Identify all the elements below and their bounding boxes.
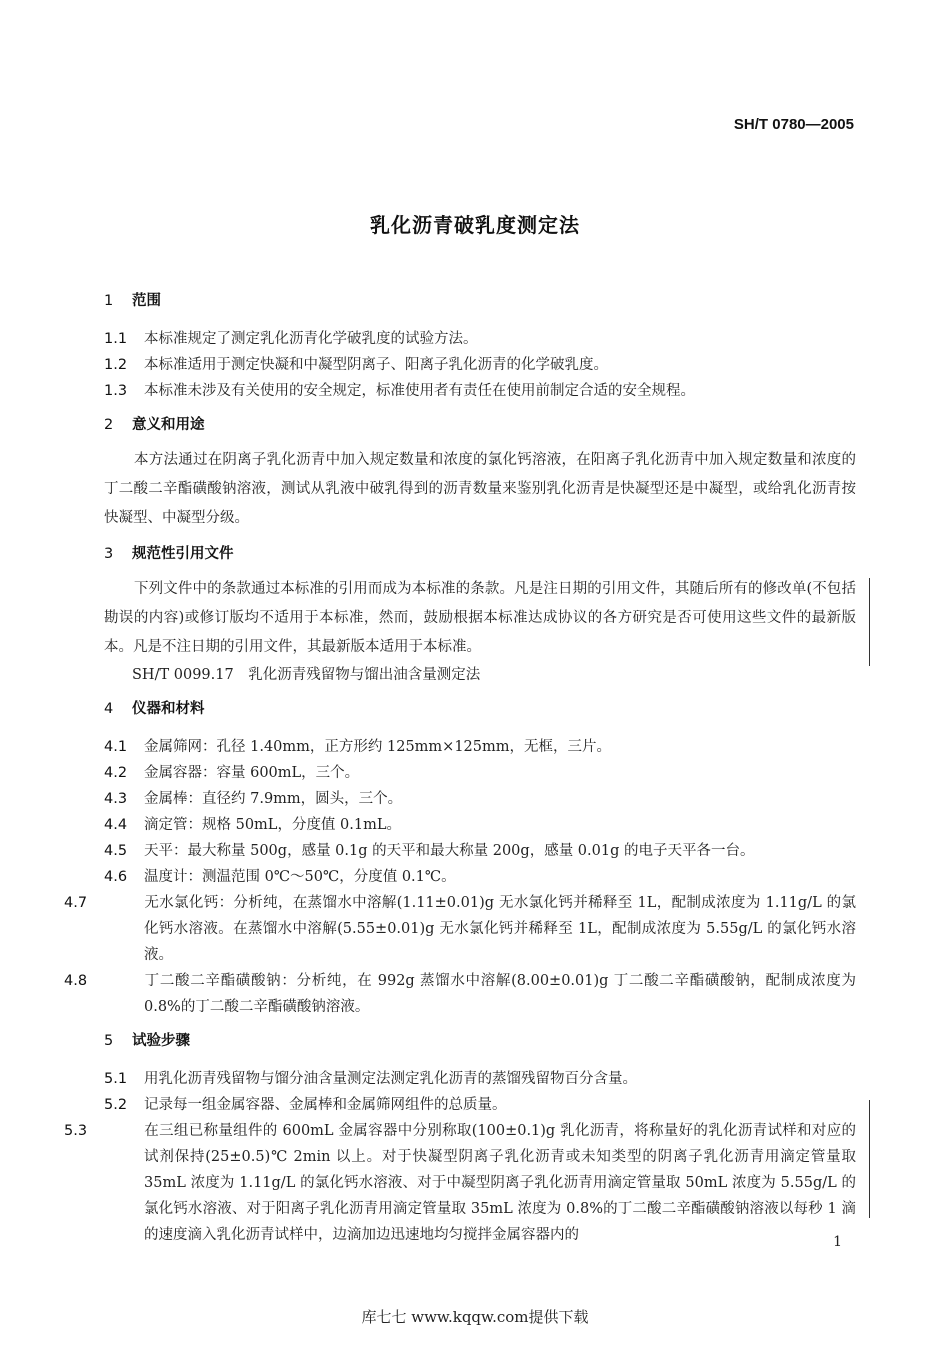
clause: 4.4 滴定管：规格 50mL，分度值 0.1mL。 [104, 817, 401, 833]
section-heading: 1 范围 [104, 293, 161, 309]
page-number: 1 [833, 1234, 842, 1250]
clause: 1.1 本标准规定了测定乳化沥青化学破乳度的试验方法。 [104, 331, 478, 347]
download-footer: 库七七 www.kqqw.com提供下载 [361, 1308, 589, 1326]
paragraph: 下列文件中的条款通过本标准的引用而成为本标准的条款。凡是注日期的引用文件，其随后所有的修改单(不包括勘误的内容)或修订版均不适用于本标准，然而，鼓励根据本标准达成协议的各方研究是否可使用这些文件的最新版本。凡是不注日期的引用文件，其最新版本适用于本标准。 [104, 581, 856, 655]
clause: 4.3 金属棒：直径约 7.9mm，圆头，三个。 [104, 791, 403, 807]
clause: 4.2 金属容器：容量 600mL，三个。 [104, 765, 360, 781]
clause: 4.7 无水氯化钙：分析纯，在蒸馏水中溶解(1.11±0.01)g 无水氯化钙并稀释至 1L，配制成浓度为 1.11g/L 的氯化钙水溶液。在蒸馏水中溶解(5.55±0.01)g 无水氯化钙并稀释至 1L，配制成浓度为 5.55g/L 的氯化钙水溶液。 [64, 895, 856, 963]
normative-reference: SH/T 0099.17 乳化沥青残留物与馏出油含量测定法 [132, 667, 481, 683]
clause: 1.2 本标准适用于测定快凝和中凝型阴离子、阳离子乳化沥青的化学破乳度。 [104, 357, 608, 373]
revision-bar [869, 1100, 870, 1218]
clause: 4.6 温度计：测温范围 0℃～50℃，分度值 0.1℃。 [104, 869, 456, 885]
clause: 4.1 金属筛网：孔径 1.40mm，正方形约 125mm×125mm，无框，三片。 [104, 739, 612, 755]
standard-code: SH/T 0780—2005 [733, 116, 854, 133]
document-body [64, 290, 856, 1248]
clause: 5.1 用乳化沥青残留物与馏分油含量测定法测定乳化沥青的蒸馏残留物百分含量。 [104, 1071, 637, 1087]
clause: 4.8 丁二酸二辛酯磺酸钠：分析纯，在 992g 蒸馏水中溶解(8.00±0.01)g 丁二酸二辛酯磺酸钠，配制成浓度为 0.8%的丁二酸二辛酯磺酸钠溶液。 [64, 973, 856, 1015]
section-heading: 4 仪器和材料 [104, 701, 205, 717]
clause: 5.2 记录每一组金属容器、金属棒和金属筛网组件的总质量。 [104, 1097, 507, 1113]
section-heading: 2 意义和用途 [104, 417, 205, 433]
clause: 5.3 在三组已称量组件的 600mL 金属容器中分别称取(100±0.1)g 乳化沥青，将称量好的乳化沥青试样和对应的试剂保持(25±0.5)℃ 2min 以上。对于快凝型阴离子乳化沥青或未知类型的阴离子乳化沥青用滴定管量取 35mL 浓度为 1.11g/L 的氯化钙水溶液、对于中凝型阴离子乳化沥青用滴定管量取 50mL 浓度为 5.55g/L 的氯化钙水溶液、对于阳离子乳化沥青用滴定管量取 35mL 浓度为 0.8%的丁二酸二辛酯磺酸钠溶液以每秒 1 滴的速度滴入乳化沥青试样中，边滴加边迅速地均匀搅拌金属容器内的 [64, 1123, 856, 1243]
section-heading: 3 规范性引用文件 [104, 546, 234, 562]
clause: 1.3 本标准未涉及有关使用的安全规定，标准使用者有责任在使用前制定合适的安全规程。 [104, 383, 695, 399]
paragraph: 本方法通过在阴离子乳化沥青中加入规定数量和浓度的氯化钙溶液，在阳离子乳化沥青中加入规定数量和浓度的丁二酸二辛酯磺酸钠溶液，测试从乳液中破乳得到的沥青数量来鉴别乳化沥青是快凝型还是中凝型，或给乳化沥青按快凝型、中凝型分级。 [104, 452, 856, 526]
section-heading: 5 试验步骤 [104, 1033, 190, 1049]
document-title: 乳化沥青破乳度测定法 [370, 213, 580, 237]
revision-bar [869, 578, 870, 666]
clause: 4.5 天平：最大称量 500g，感量 0.1g 的天平和最大称量 200g，感量 0.01g 的电子天平各一台。 [104, 843, 755, 859]
